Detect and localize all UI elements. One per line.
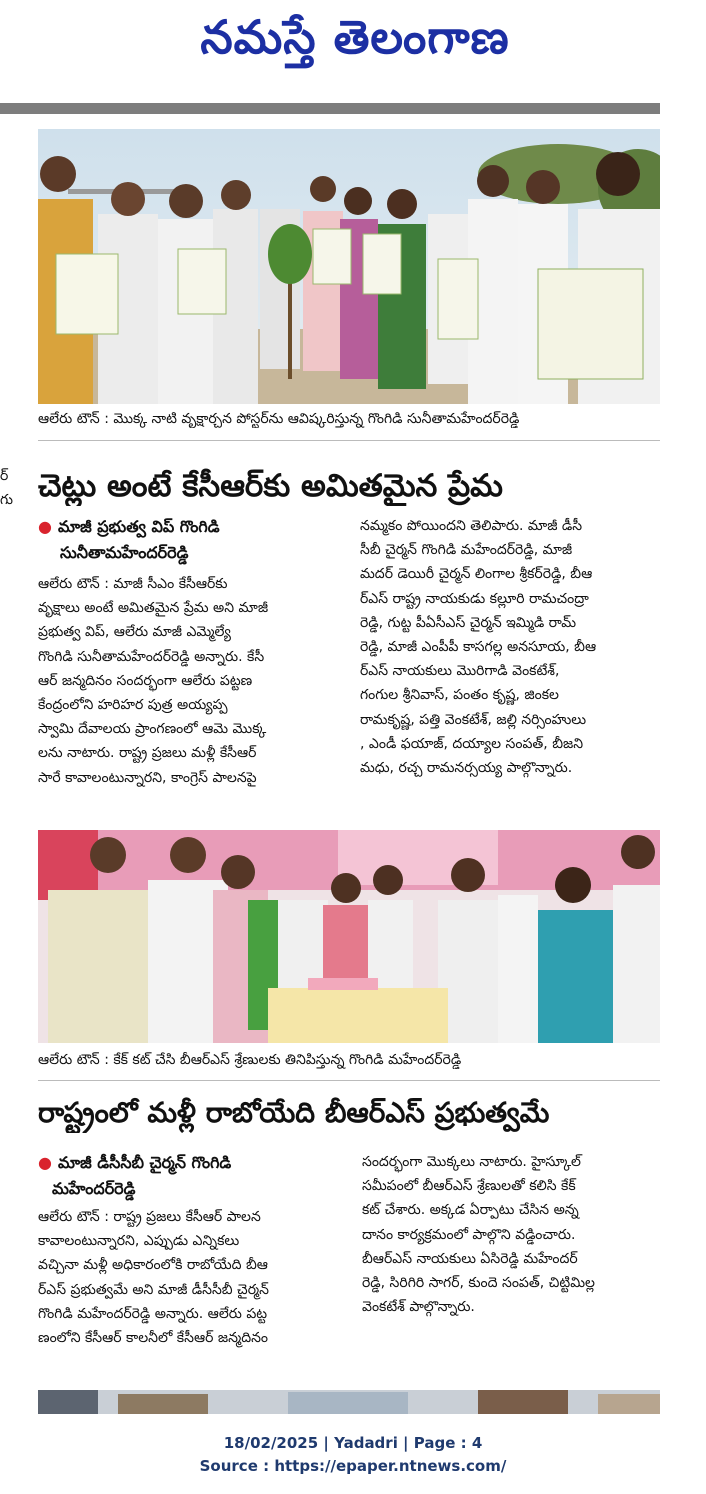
text-line: స్వామి దేవాలయ ప్రాంగణంలో ఆమె మొక్క (38, 721, 267, 738)
text-line: వచ్చినా మళ్లీ అధికారంలోకి రాబోయేది బీఆ (38, 1257, 268, 1274)
footer-source-link[interactable]: Source : https://epaper.ntnews.com/ (199, 1457, 507, 1475)
masthead-rule (0, 103, 660, 114)
photo-cake-cutting (38, 830, 660, 1043)
text-line: ఆలేరు టౌన్ : మాజీ సీఎం కేసీఆర్‌కు (38, 576, 228, 592)
text-line: ర్‌ఎస్ రాష్ట్ర నాయకుడు కల్లూరి రామచంద్రా (360, 590, 589, 607)
text-line: సారే కావాలంటున్నారని, కాంగ్రెస్ పాలనపై (38, 769, 257, 786)
text-line: దానం కార్యక్రమంలో పాల్గొని వడ్డించారు. (362, 1226, 576, 1243)
text-line: లను నాటారు. రాష్ట్ర ప్రజలు మళ్లీ కేసీఆర్ (38, 745, 257, 762)
text-line: ర్‌ఎస్ నాయకులు మొరిగాడి వెంకటేశ్, (360, 663, 560, 680)
text-line: గొంగిడి మహేందర్‌రెడ్డి అన్నారు. ఆలేరు పట్ట (38, 1305, 268, 1322)
article-column-left (38, 1205, 348, 1350)
text-line: సందర్భంగా మొక్కలు నాటారు. హైస్కూల్ (362, 1154, 581, 1170)
photo-caption: ఆలేరు టౌన్ : మొక్క నాటి వృక్షార్చన పోస్టర్‌ను ఆవిష్కరిస్తున్న గొంగిడి సునీతామహేందర్‌రెడ్డి (38, 411, 520, 427)
article-byline (38, 1150, 353, 1202)
text-line: నమ్మకం పోయిందని తెలిపారు. మాజీ డీసీ (360, 518, 583, 534)
divider (38, 1080, 660, 1081)
text-line: సమీపంలో బీఆర్‌ఎస్ శ్రేణులతో కలిసి కేక్ (362, 1178, 576, 1195)
photo-cropped-strip (38, 1390, 660, 1414)
divider (38, 440, 660, 441)
byline-line: మాజీ ప్రభుత్వ విప్ గొంగిడి (57, 517, 220, 536)
byline-line: మాజీ డీసీసీబీ చైర్మన్ గొంగిడి (57, 1153, 232, 1172)
text-line: గంగుల శ్రీనివాస్, పంతం కృష్ణ, జింకల (360, 687, 559, 704)
photo-tree-planting-image (38, 129, 660, 404)
text-line: సీబీ చైర్మన్ గొంగిడి మహేందర్‌రెడ్డి, మాజీ (360, 542, 573, 559)
article-column-left (38, 572, 348, 790)
edge-glyph: గు (0, 492, 14, 508)
bullet-icon: ● (38, 1153, 52, 1172)
text-line: గొంగిడి సునీతామహేందర్‌రెడ్డి అన్నారు. కేసీ (38, 648, 265, 665)
article-column-right (362, 1150, 667, 1319)
masthead (0, 0, 706, 70)
footer-date-line: 18/02/2025 | Yadadri | Page : 4 (223, 1434, 483, 1452)
text-line: ర్‌ఎస్ ప్రభుత్వమే అని మాజీ డీసీసీబీ చైర్మన్ (38, 1281, 269, 1298)
text-line: కేంద్రంలోని హరిహర పుత్ర అయ్యప్ప (38, 697, 228, 714)
text-line: వృక్షాలు అంటే అమితమైన ప్రేమ అని మాజీ (38, 600, 269, 617)
text-line: కావాలంటున్నారని, ఎప్పుడు ఎన్నికలు (38, 1233, 240, 1250)
byline-line: మహేందర్‌రెడ్డి (52, 1179, 136, 1198)
text-line: , ఎండీ ఫయాజ్, దయ్యాల సంపత్, బీజని (360, 735, 584, 752)
article-column-right (360, 514, 665, 780)
text-line: మదర్ డెయిరీ చైర్మన్ లింగాల శ్రీకర్‌రెడ్డి, బీఆ (360, 566, 593, 583)
text-line: ప్రభుత్వ విప్, ఆలేరు మాజీ ఎమ్మెల్యే (38, 624, 231, 641)
photo-cake-cutting-image (38, 830, 660, 1043)
article-headline: రాష్ట్రంలో మళ్లీ రాబోయేది బీఆర్‌ఎస్ ప్రభుత్వమే (38, 1096, 550, 1129)
bullet-icon: ● (38, 517, 52, 536)
text-line: రామకృష్ణ, పత్తి వెంకటేశ్, జల్లి నర్సింహులు (360, 711, 587, 728)
text-line: మధు, రచ్చ రామనర్సయ్య పాల్గొన్నారు. (360, 760, 573, 777)
photo-tree-planting (38, 129, 660, 404)
article-byline (38, 514, 353, 566)
text-line: ణంలోని కేసీఆర్ కాలనీలో కేసీఆర్ జన్మదినం (38, 1330, 269, 1347)
text-line: ఆలేరు టౌన్ : రాష్ట్ర ప్రజలు కేసీఆర్ పాలన (38, 1209, 261, 1225)
text-line: రెడ్డి, సిరిగిరి సాగర్, కుందె సంపత్, చిట్టిమిల్ల (362, 1275, 595, 1292)
newspaper-title: నమస్తే తెలంగాణ (200, 10, 510, 64)
photo-strip-image (38, 1390, 660, 1414)
edge-glyph: ర్ (0, 468, 9, 484)
text-line: రెడ్డి, మాజీ ఎంపీపీ కాసగల్ల అనసూయ, బీఆ (360, 639, 597, 656)
text-line: కట్ చేశారు. అక్కడ ఏర్పాటు చేసిన అన్న (362, 1202, 579, 1219)
article-headline: చెట్లు అంటే కేసీఆర్‌కు అమితమైన ప్రేమ (38, 468, 503, 504)
byline-line: సునీతామహేందర్‌రెడ్డి (60, 543, 189, 562)
text-line: వెంకటేశ్ పాల్గొన్నారు. (362, 1299, 475, 1316)
text-line: బీఆర్‌ఎస్ నాయకులు ఏసిరెడ్డి మహేందర్ (362, 1250, 578, 1267)
photo-caption: ఆలేరు టౌన్ : కేక్ కట్ చేసి బీఆర్‌ఎస్ శ్రేణులకు తినిపిస్తున్న గొంగిడి మహేందర్‌రెడ్డి (38, 1052, 462, 1068)
text-line: ఆర్ జన్మదినం సందర్భంగా ఆలేరు పట్టణ (38, 672, 253, 689)
text-line: రెడ్డి, గుట్ట పీఏసీఎస్ చైర్మన్ ఇమ్మిడి రామ్ (360, 614, 577, 631)
